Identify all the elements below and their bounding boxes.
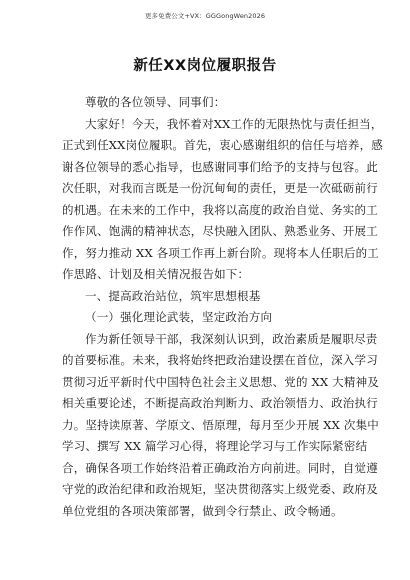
paragraph-line: 作为新任领导干部，我深刻认识到，政治素质是履职尽责 bbox=[85, 331, 378, 346]
paragraph-line: 单位党组的各项决策部署，做到令行禁止、政令畅通。 bbox=[62, 503, 343, 518]
paragraph-line: （一）强化理论武装，坚定政治方向 bbox=[85, 310, 273, 324]
document-body bbox=[62, 92, 383, 522]
paragraph-line: 的首要标准。未来，我将始终把政治建设摆在首位，深入学习 bbox=[62, 353, 378, 367]
paragraph-line: 作思路、计划及相关情况报告如下： bbox=[62, 267, 250, 281]
header-note: 更多免费公文+VX：GGGongWen2026 bbox=[144, 12, 266, 20]
paragraph-line: 作，努力推动 XX 各项工作再上新台阶。现将本人任职后的工 bbox=[62, 245, 379, 260]
document-title: 新任XX岗位履职报告 bbox=[133, 58, 277, 74]
paragraph-line: 大家好！今天，我怀着对XX工作的无限热忱与责任担当， bbox=[85, 116, 383, 131]
paragraph-line: 作作风、饱满的精神状态，尽快融入团队、熟悉业务、开展工 bbox=[62, 224, 378, 238]
paragraph-line: 贯彻习近平新时代中国特色社会主义思想、党的 XX 大精神及 bbox=[62, 374, 379, 389]
paragraph-line: 力。坚持读原著、学原文、悟原理，每月至少开展 XX 次集中 bbox=[62, 417, 379, 432]
paragraph-line: 相关重要论述，不断提高政治判断力、政治领悟力、政治执行 bbox=[62, 396, 378, 410]
paragraph-line: 合，确保各项工作始终沿着正确政治方向前进。同时，自觉遵 bbox=[62, 460, 378, 475]
paragraph-line: 谢各位领导的悉心指导，也感谢同事们给予的支持与包容。此 bbox=[62, 159, 378, 174]
paragraph-line: 次任职，对我而言既是一份沉甸甸的责任，更是一次砥砺前行 bbox=[62, 181, 378, 195]
paragraph-line: 的机遇。在未来的工作中，我将以高度的政治自觉、务实的工 bbox=[62, 202, 378, 217]
paragraph-line: 学习、撰写 XX 篇学习心得，将理论学习与工作实际紧密结 bbox=[62, 439, 368, 453]
paragraph-line: 一、提高政治站位，筑牢思想根基 bbox=[85, 288, 261, 303]
paragraph-line: 正式到任XX岗位履职。首先，衷心感谢组织的信任与培养，感 bbox=[62, 138, 383, 152]
paragraph-line: 守党的政治纪律和政治规矩，坚决贯彻落实上级党委、政府及 bbox=[62, 482, 378, 496]
paragraph-line: 尊敬的各位领导、同事们： bbox=[85, 95, 226, 109]
